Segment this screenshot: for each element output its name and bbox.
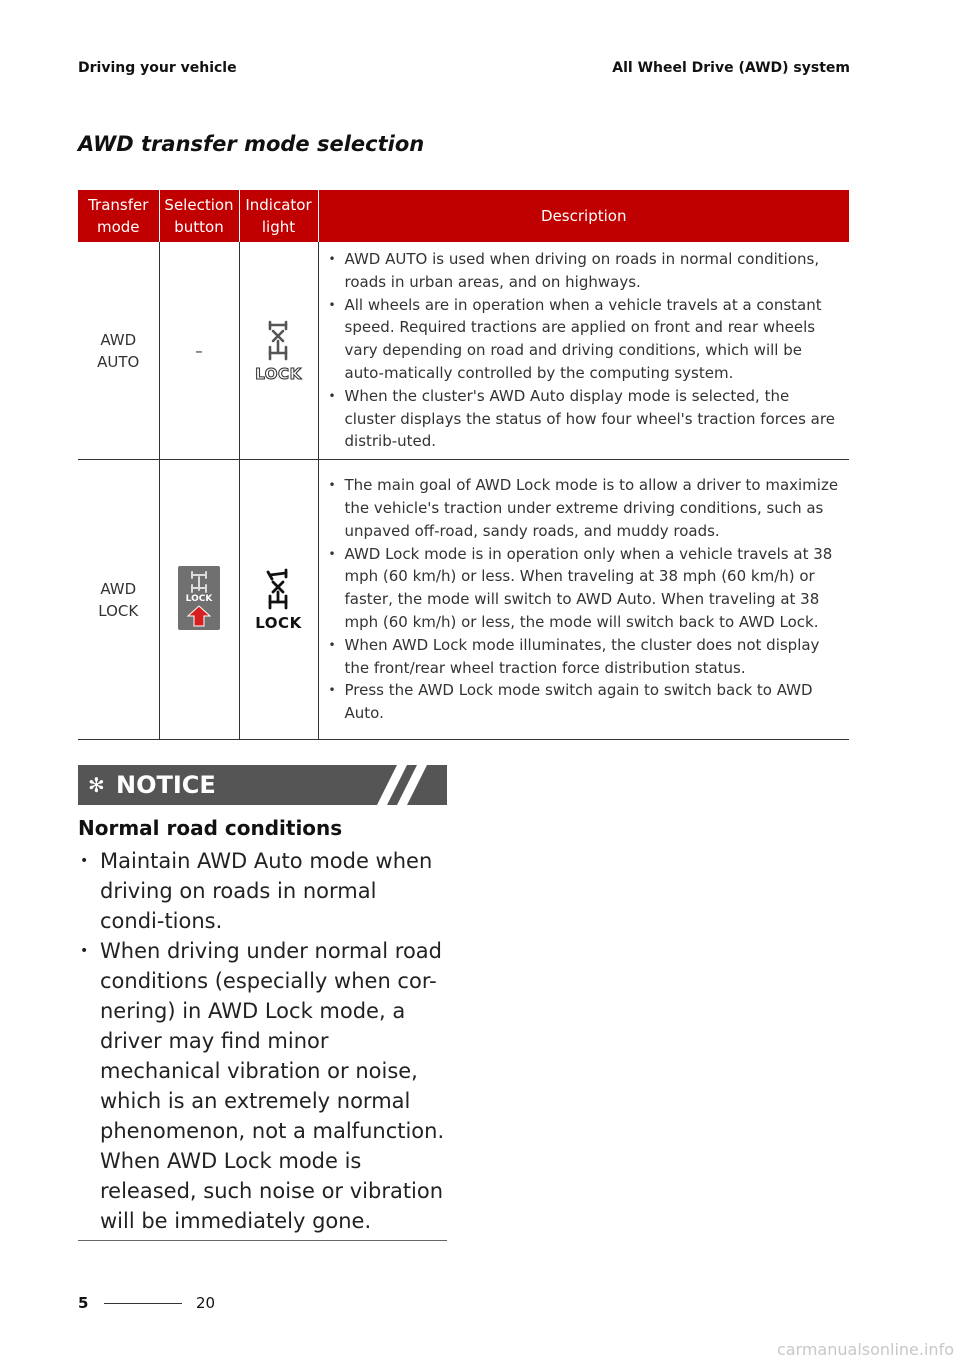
- table-row-awd-auto: [78, 242, 849, 460]
- header-selection-button: Selection button: [159, 190, 239, 242]
- mode-cell: [78, 242, 159, 460]
- awd-auto-indicator-icon: [255, 319, 301, 383]
- button-lock-text: LOCK: [185, 593, 213, 604]
- table-header-row: [78, 190, 849, 242]
- header-description: Description: [318, 190, 849, 242]
- list-item: • The main goal of AWD Lock mode is to allow a driver to maximize the vehicle's traction under extreme driving conditions, such as unpaved off-road, sandy roads, and muddy roads.: [327, 474, 844, 542]
- list-item: • AWD Lock mode is in operation only when a vehicle travels at 38 mph (60 km/h) or less. When traveling at 38 mph (60 km/h) or faster, the mode will switch to AWD Auto. When traveling at 38 mph (60 km/h) or less, the mode will switch back to AWD Lock.: [327, 543, 844, 634]
- notice-heading: Normal road conditions: [78, 816, 343, 840]
- list-item: • When the cluster's AWD Auto display mode is selected, the cluster displays the status of how four wheel's traction forces are distrib-uted.: [327, 385, 844, 453]
- header-indicator-light: Indicator light: [239, 190, 318, 242]
- footer-divider: [104, 1303, 182, 1304]
- awd-drivetrain-icon: [258, 568, 298, 612]
- description-cell: [318, 460, 849, 740]
- indicator-cell: [239, 242, 318, 460]
- watermark: carmanualsonline.info: [776, 1340, 954, 1359]
- description-cell: [318, 242, 849, 460]
- section-title: AWD transfer mode selection: [78, 132, 425, 156]
- awd-mode-table: [78, 190, 849, 740]
- indicator-lock-text: LOCK: [255, 364, 302, 383]
- awd-lock-indicator-icon: [255, 568, 301, 632]
- notice-slash-icon: [367, 765, 447, 805]
- header-chapter-title: Driving your vehicle: [78, 60, 237, 76]
- notice-list: [78, 846, 447, 1236]
- list-item: • AWD AUTO is used when driving on roads in normal conditions, roads in urban areas, and on highways.: [327, 248, 844, 294]
- list-item: • When AWD Lock mode illuminates, the cluster does not display the front/rear wheel traction force distribution status.: [327, 634, 844, 680]
- header-transfer-mode: Transfer mode: [78, 190, 159, 242]
- indicator-cell: [239, 460, 318, 740]
- selection-cell: [159, 242, 239, 460]
- selection-dash: –: [195, 341, 203, 360]
- notice-divider: [78, 1240, 447, 1241]
- table-row-awd-lock: [78, 460, 849, 740]
- list-item: • All wheels are in operation when a vehicle travels at a constant speed. Required tractions are applied on front and rear wheels vary depending on road and driving conditions, which will be auto-matically controlled by the computing system.: [327, 294, 844, 385]
- awd-drivetrain-icon: [258, 319, 298, 363]
- notice-banner: [78, 765, 447, 805]
- list-item: • When driving under normal road conditions (especially when cor-nering) in AWD Lock mode, a driver may find minor mechanical vibration or noise, which is an extremely normal phenomenon, not a malfunction. When AWD Lock mode is released, such noise or vibration will be immediately gone.: [78, 936, 447, 1236]
- awd-lock-button-icon: [178, 566, 220, 630]
- selection-cell: [159, 460, 239, 740]
- footer-page-number: 20: [196, 1294, 216, 1312]
- mode-cell: [78, 460, 159, 740]
- header-section-title: All Wheel Drive (AWD) system: [612, 60, 850, 76]
- list-item: • Maintain AWD Auto mode when driving on roads in normal condi-tions.: [78, 846, 447, 936]
- mode-label: AWD AUTO: [97, 330, 140, 371]
- footer-chapter-number: 5: [78, 1294, 89, 1312]
- notice-star-icon: ✻: [88, 773, 105, 797]
- list-item: • Press the AWD Lock mode switch again to switch back to AWD Auto.: [327, 679, 844, 725]
- notice-label: NOTICE: [116, 771, 216, 799]
- mode-label: AWD LOCK: [98, 579, 139, 620]
- indicator-lock-text: LOCK: [255, 613, 302, 632]
